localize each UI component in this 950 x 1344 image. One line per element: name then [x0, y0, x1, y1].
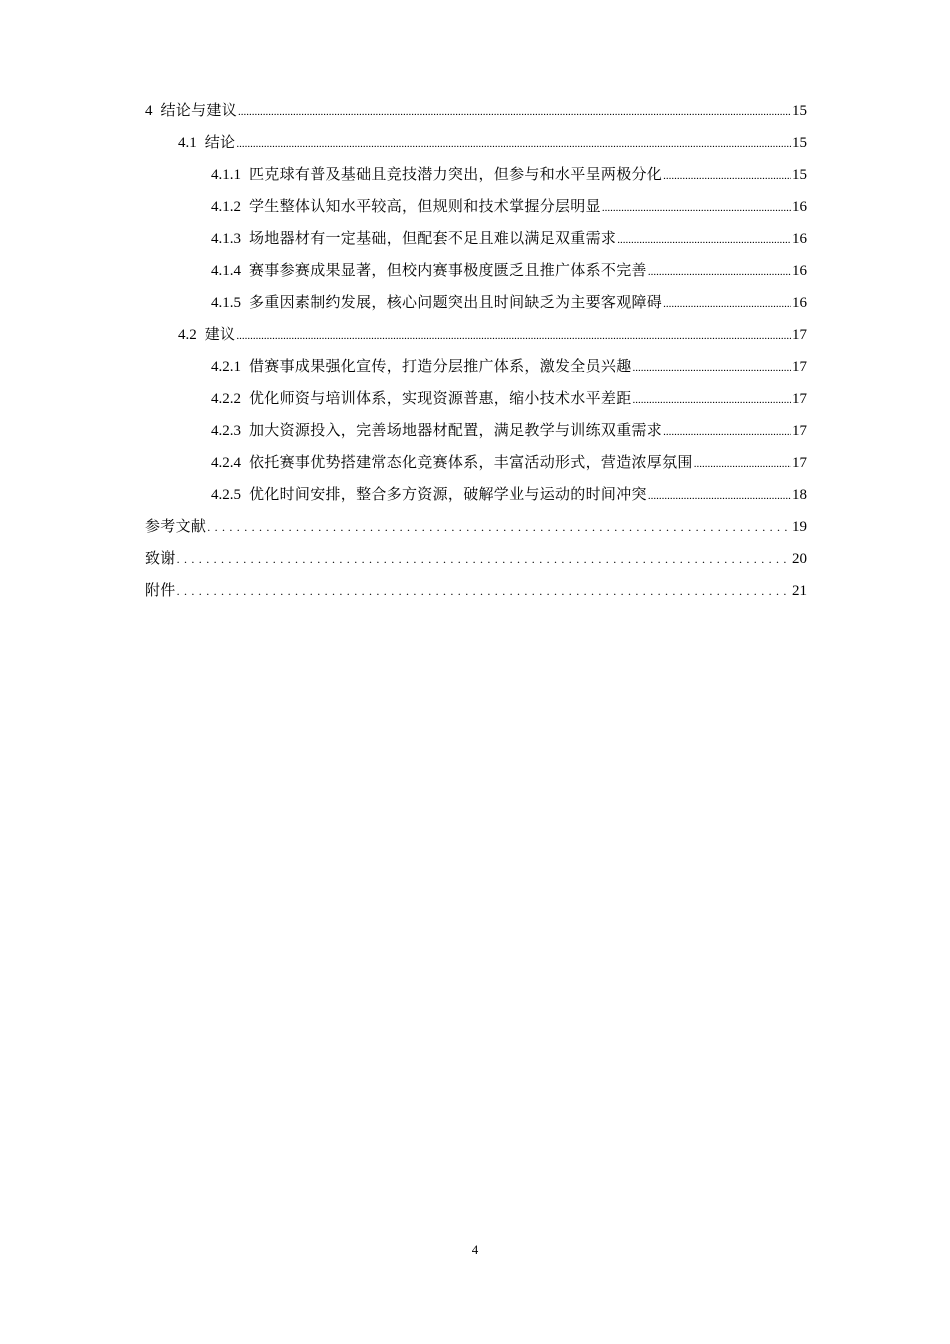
- toc-dot-leader: [663, 160, 791, 192]
- toc-entry-number: 4.2.1: [211, 359, 241, 375]
- toc-entry-page: 18: [792, 487, 807, 503]
- toc-entry-title: 附件: [145, 583, 176, 599]
- toc-dot-leader: [236, 320, 791, 352]
- toc-entry-title: 建议: [204, 327, 236, 343]
- toc-entry-number: 4.1.4: [211, 263, 241, 279]
- toc-entry[interactable]: [145, 351, 807, 383]
- toc-entry[interactable]: [145, 159, 807, 191]
- table-of-contents: [145, 95, 807, 607]
- toc-entry-number: 4.1: [178, 135, 197, 151]
- toc-dot-leader: [663, 416, 791, 448]
- toc-entry[interactable]: [145, 127, 807, 159]
- toc-entry-page: 16: [792, 199, 807, 215]
- toc-dot-leader: [602, 192, 791, 224]
- toc-entry[interactable]: [145, 447, 807, 479]
- toc-entry-number: 4.2: [178, 327, 197, 343]
- toc-entry-page: 15: [792, 103, 807, 119]
- toc-entry[interactable]: [145, 191, 807, 223]
- toc-entry-title: 学生整体认知水平较高，但规则和技术掌握分层明显: [249, 199, 601, 215]
- toc-entry[interactable]: [145, 511, 807, 543]
- toc-entry[interactable]: [145, 255, 807, 287]
- toc-entry-page: 20: [792, 551, 807, 567]
- toc-entry-page: 17: [792, 327, 807, 343]
- toc-entry[interactable]: [145, 383, 807, 415]
- page-number: 4: [471, 1242, 479, 1257]
- toc-entry-title: 优化时间安排，整合多方资源，破解学业与运动的时间冲突: [249, 487, 647, 503]
- toc-entry-page: 15: [792, 167, 807, 183]
- toc-dot-leader: [177, 575, 791, 607]
- toc-entry-title: 加大资源投入，完善场地器材配置，满足教学与训练双重需求: [249, 423, 663, 439]
- toc-entry-title: 匹克球有普及基础且竞技潜力突出，但参与和水平呈两极分化: [249, 167, 663, 183]
- toc-entry-number: 4.2.2: [211, 391, 241, 407]
- toc-entry-page: 16: [792, 231, 807, 247]
- toc-entry-page: 15: [792, 135, 807, 151]
- toc-dot-leader: [236, 128, 791, 160]
- toc-entry[interactable]: [145, 575, 807, 607]
- toc-entry[interactable]: [145, 479, 807, 511]
- toc-entry-number: 4.1.5: [211, 295, 241, 311]
- toc-entry-title: 场地器材有一定基础，但配套不足且难以满足双重需求: [249, 231, 617, 247]
- toc-entry-number: 4.1.3: [211, 231, 241, 247]
- toc-entry-title: 多重因素制约发展，核心问题突出且时间缺乏为主要客观障碍: [249, 295, 663, 311]
- toc-entry-page: 16: [792, 263, 807, 279]
- toc-entry-page: 17: [792, 423, 807, 439]
- toc-entry-title: 结论: [204, 135, 236, 151]
- toc-entry-number: 4: [145, 103, 153, 119]
- toc-entry-title: 结论与建议: [160, 103, 238, 119]
- toc-entry-number: 4.1.1: [211, 167, 241, 183]
- toc-entry-page: 19: [792, 519, 807, 535]
- toc-dot-leader: [177, 543, 791, 575]
- toc-entry-page: 17: [792, 359, 807, 375]
- toc-dot-leader: [633, 384, 791, 416]
- toc-entry[interactable]: [145, 543, 807, 575]
- toc-entry-title: 赛事参赛成果显著，但校内赛事极度匮乏且推广体系不完善: [249, 263, 647, 279]
- toc-entry-title: 致谢: [145, 551, 176, 567]
- toc-dot-leader: [694, 448, 791, 480]
- toc-dot-leader: [238, 96, 791, 128]
- toc-dot-leader: [617, 224, 791, 256]
- toc-entry[interactable]: [145, 319, 807, 351]
- toc-entry[interactable]: [145, 223, 807, 255]
- toc-entry-number: 4.2.3: [211, 423, 241, 439]
- toc-entry[interactable]: [145, 95, 807, 127]
- toc-entry[interactable]: [145, 287, 807, 319]
- toc-dot-leader: [648, 256, 791, 288]
- toc-entry-title: 参考文献: [145, 519, 207, 535]
- toc-entry-number: 4.2.4: [211, 455, 241, 471]
- toc-dot-leader: [207, 511, 791, 543]
- toc-entry[interactable]: [145, 415, 807, 447]
- toc-entry-page: 21: [792, 583, 807, 599]
- toc-entry-number: 4.2.5: [211, 487, 241, 503]
- toc-entry-title: 优化师资与培训体系，实现资源普惠，缩小技术水平差距: [249, 391, 632, 407]
- toc-entry-number: 4.1.2: [211, 199, 241, 215]
- toc-entry-title: 依托赛事优势搭建常态化竞赛体系，丰富活动形式，营造浓厚氛围: [249, 455, 693, 471]
- toc-dot-leader: [633, 352, 791, 384]
- toc-entry-title: 借赛事成果强化宣传，打造分层推广体系，激发全员兴趣: [249, 359, 632, 375]
- toc-entry-page: 16: [792, 295, 807, 311]
- toc-dot-leader: [648, 480, 791, 512]
- toc-entry-page: 17: [792, 455, 807, 471]
- toc-dot-leader: [663, 288, 791, 320]
- toc-entry-page: 17: [792, 391, 807, 407]
